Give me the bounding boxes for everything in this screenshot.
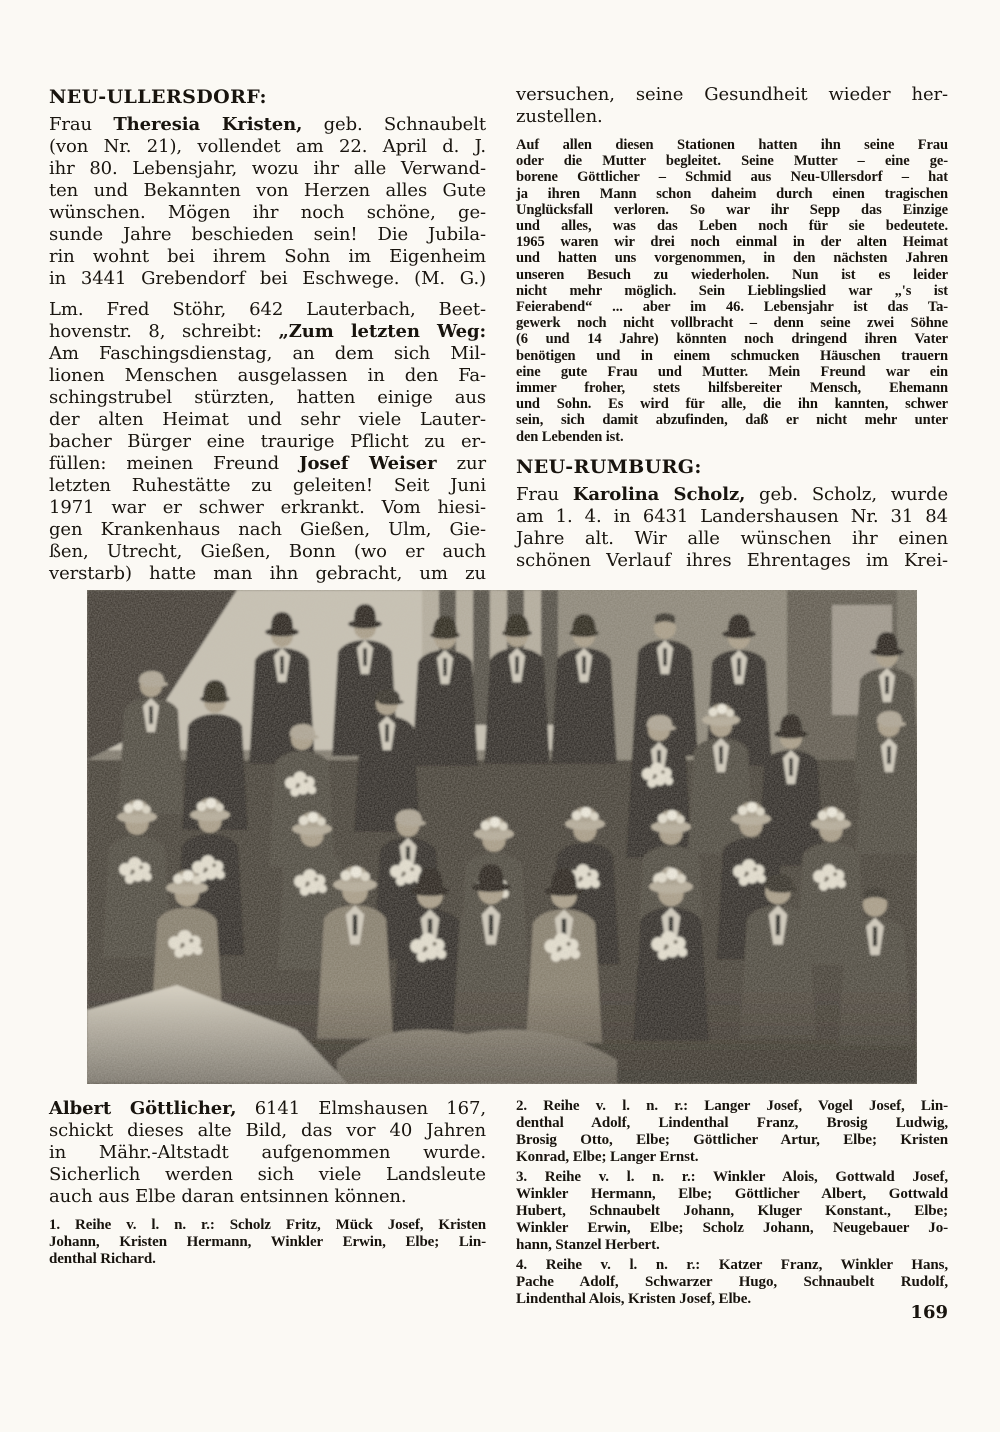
text-line: (6 und 14 Jahre) könnten noch dringend ihren Vater — [516, 331, 948, 348]
text-line: borene Göttlicher – Schmid aus Neu-Ullersdorf – hat — [516, 169, 948, 186]
caption-row-1 — [49, 1217, 486, 1268]
text-line: Unglücksfall verloren. So war ihr Sepp das Einzige — [516, 201, 948, 218]
text-line: Frau Karolina Scholz, geb. Scholz, wurde — [516, 483, 948, 505]
text-line: 3. Reihe v. l. n. r.: Winkler Alois, Gottwald Josef, — [516, 1169, 948, 1185]
caption-row-4 — [516, 1257, 948, 1308]
text-line: Winkler Hermann, Elbe; Göttlicher Albert, Gottwald — [516, 1186, 948, 1202]
text-line: ja ihren Mann schon daheim durch einen tragischen — [516, 185, 948, 202]
caption-columns — [49, 1098, 948, 1308]
text-line: Feierabend“ ... aber im 46. Lebensjahr ist das Ta- — [516, 299, 948, 316]
text-line: hovenstr. 8, schreibt: „Zum letzten Weg: — [49, 321, 486, 342]
caption-intro-paragraph — [49, 1098, 486, 1208]
caption-right-column — [516, 1098, 948, 1308]
text-line: Winkler Erwin, Elbe; Scholz Johann, Neugebauer Jo- — [516, 1220, 948, 1236]
text-line: sunde Jahre beschieden sein! Die Jubila- — [49, 224, 486, 245]
text-line: ßen, Utrecht, Gießen, Bonn (wo er auch — [49, 541, 486, 562]
text-line: hann, Stanzel Herbert. — [516, 1237, 660, 1253]
text-line: letzten Ruhestätte zu geleiten! Seit Juni — [49, 475, 486, 496]
text-line: Hubert, Schnaubelt Johann, Kluger Konstant., Elbe; — [516, 1203, 948, 1219]
text-line: schickt dieses alte Bild, das vor 40 Jahren — [49, 1120, 486, 1141]
text-line: unseren Besuch zu wiederholen. Nun ist es leider — [516, 266, 948, 283]
article-neu-ullersdorf-paragraph — [49, 114, 486, 290]
text-line: schingstrubel stürzten, hatten einige aus — [49, 387, 486, 408]
text-line: am 1. 4. in 6431 Landershausen Nr. 31 84 — [516, 505, 948, 527]
text-line: Sicherlich werden sich viele Landsleute — [49, 1164, 486, 1185]
text-line: gen Krankenhaus nach Gießen, Ulm, Gie- — [49, 519, 486, 540]
section-heading-neu-rumburg: NEU-RUMBURG: — [516, 455, 702, 478]
top-text-columns — [49, 84, 948, 585]
text-line: versuchen, seine Gesundheit wieder her- — [516, 84, 948, 105]
text-line: Pache Adolf, Schwarzer Hugo, Schnaubelt Rudolf, — [516, 1274, 948, 1290]
text-line: ten und Bekannten von Herzen alles Gute — [49, 180, 486, 201]
group-photo — [87, 590, 917, 1084]
text-line: rin wohnt bei ihrem Sohn im Eigenheim — [49, 246, 486, 267]
article-fred-stoehr-continuation — [516, 84, 948, 128]
text-line: eine gute Frau und Mutter. Mein Freund war ein — [516, 363, 948, 380]
text-line: nicht mehr möglich. Sein Lieblingslied war „'s ist — [516, 282, 948, 299]
text-line: auch aus Elbe daran entsinnen können. — [49, 1186, 407, 1207]
text-line: Am Faschingsdienstag, an dem sich Mil- — [49, 343, 486, 364]
text-line: immer froher, stets hilfsbereiter Mensch, Ehemann — [516, 380, 948, 397]
text-line: Auf allen diesen Stationen hatten ihn seine Frau — [516, 137, 948, 153]
text-line: Albert Göttlicher, 6141 Elmshausen 167, — [49, 1098, 486, 1119]
text-line: verstarb) hatte man ihn gebracht, um zu — [49, 563, 486, 584]
caption-row-3 — [516, 1169, 948, 1254]
text-line: Lindenthal Alois, Kristen Josef, Elbe. — [516, 1291, 751, 1307]
text-line: denthal Richard. — [49, 1251, 156, 1267]
text-line: Brosig Otto, Elbe; Göttlicher Artur, Elbe; Kristen — [516, 1132, 948, 1148]
text-line: füllen: meinen Freund Josef Weiser zur — [49, 453, 486, 474]
text-line: Konrad, Elbe; Langer Ernst. — [516, 1149, 699, 1165]
text-line: der alten Heimat und sehr viele Lauter- — [49, 409, 486, 430]
text-line: lionen Menschen ausgelassen in den Fa- — [49, 365, 486, 386]
left-column — [49, 84, 486, 585]
caption-row-2 — [516, 1098, 948, 1166]
text-line: ihr 80. Lebensjahr, wozu ihr alle Verwand- — [49, 158, 486, 179]
text-line: 4. Reihe v. l. n. r.: Katzer Franz, Winkler Hans, — [516, 1257, 948, 1273]
text-line: sein, sich damit abzufinden, daß er nicht mehr unter — [516, 412, 948, 429]
text-line: und hatten uns vorgenommen, in den nächsten Jahren — [516, 250, 948, 267]
text-line: schönen Verlauf ihres Ehrentages im Krei- — [516, 549, 948, 571]
page-number: 169 — [910, 1302, 948, 1323]
text-line: in Mähr.-Altstadt aufgenommen wurde. — [49, 1142, 486, 1163]
text-line: 2. Reihe v. l. n. r.: Langer Josef, Vogel Josef, Lin- — [516, 1098, 949, 1114]
right-column — [516, 84, 948, 585]
article-fred-stoehr-paragraph — [49, 299, 486, 585]
text-line: Lm. Fred Stöhr, 642 Lauterbach, Beet- — [49, 299, 486, 320]
text-line: Jahre alt. Wir alle wünschen ihr einen — [516, 527, 948, 549]
article-neu-rumburg-paragraph — [516, 484, 948, 572]
section-heading-neu-ullersdorf: NEU-ULLERSDORF: — [49, 86, 267, 108]
text-line: bacher Bürger eine traurige Pflicht zu er- — [49, 431, 486, 452]
text-line: Frau Theresia Kristen, geb. Schnaubelt — [49, 114, 486, 135]
group-photo-illustration — [87, 590, 917, 1084]
text-line: wünschen. Mögen ihr noch schöne, ge- — [49, 202, 486, 223]
text-line: 1. Reihe v. l. n. r.: Scholz Fritz, Mück Josef, Kristen — [49, 1217, 487, 1233]
text-line: 1971 war er schwer erkrankt. Vom hiesi- — [49, 497, 486, 518]
text-line: Johann, Kristen Hermann, Winkler Erwin, Elbe; Lin- — [49, 1234, 486, 1250]
text-line: denthal Adolf, Lindenthal Franz, Brosig Ludwig, — [516, 1115, 948, 1131]
article-weiser-letter-small-text — [516, 137, 948, 445]
text-line: und Sohn. Es wird für alle, die ihn kannten, schwer — [516, 396, 948, 413]
text-line: und alles, was das Leben noch für sie bedeutete. — [516, 218, 948, 235]
text-line: oder die Mutter begleitet. Seine Mutter – eine ge- — [516, 153, 948, 170]
text-line: den Lebenden ist. — [516, 428, 624, 445]
text-line: (von Nr. 21), vollendet am 22. April d. J. — [49, 136, 486, 157]
caption-left-column — [49, 1098, 486, 1308]
text-line: gewerk noch nicht vollbracht – denn seine zwei Söhne — [516, 315, 948, 332]
text-line: in 3441 Grebendorf bei Eschwege. (M. G.) — [49, 268, 486, 289]
text-line: 1965 waren wir drei noch einmal in der alten Heimat — [516, 234, 948, 251]
text-line: zustellen. — [516, 106, 603, 127]
text-line: benötigen und in einem schmucken Häuschen trauern — [516, 347, 948, 364]
